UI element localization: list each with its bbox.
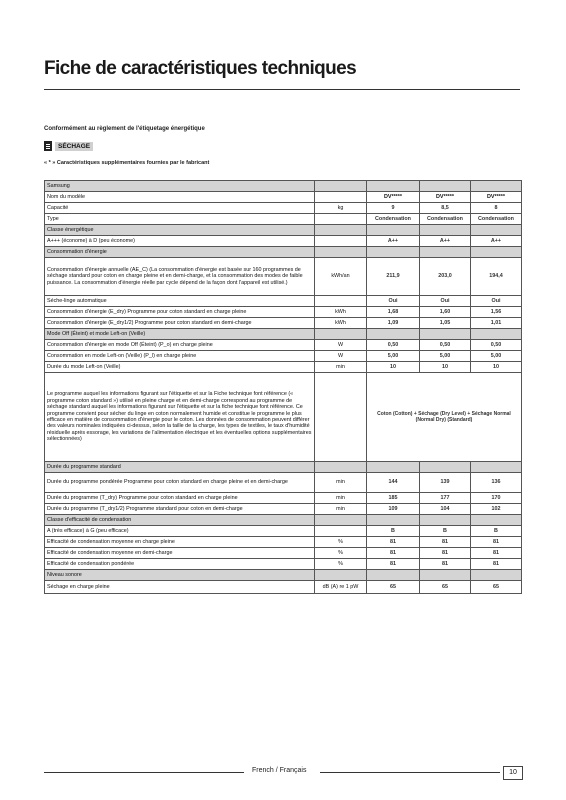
row-label: Consommation d'énergie — [45, 247, 315, 258]
row-value: B — [420, 526, 471, 537]
spec-table — [44, 180, 522, 594]
row-value — [471, 181, 522, 192]
row-value — [367, 181, 420, 192]
row-value: Condensation — [420, 214, 471, 225]
row-value: 0,50 — [420, 340, 471, 351]
row-value: DV***** — [471, 192, 522, 203]
row-value: 81 — [420, 559, 471, 570]
table-row — [45, 340, 522, 351]
row-value — [420, 247, 471, 258]
row-label: Classe énergétique — [45, 225, 315, 236]
table-row — [45, 318, 522, 329]
row-value: 8,5 — [420, 203, 471, 214]
row-value: 1,56 — [471, 307, 522, 318]
row-unit: W — [315, 351, 367, 362]
row-value — [471, 462, 522, 473]
row-value: 170 — [471, 493, 522, 504]
row-value: 185 — [367, 493, 420, 504]
table-row — [45, 258, 522, 296]
row-value — [471, 515, 522, 526]
row-label: Consommation d'énergie en mode Off (Éteint) (P_o) en charge pleine — [45, 340, 315, 351]
table-row — [45, 214, 522, 225]
row-value — [367, 329, 420, 340]
row-unit: kg — [315, 203, 367, 214]
document-icon — [44, 141, 52, 151]
row-value — [420, 225, 471, 236]
row-label: Consommation d'énergie (E_dry1/2) Programme pour coton standard en demi-charge — [45, 318, 315, 329]
row-label: Durée du programme (T_dry) Programme pour coton standard en charge pleine — [45, 493, 315, 504]
row-value: 144 — [367, 473, 420, 493]
row-label: A+++ (économe) à D (peu économe) — [45, 236, 315, 247]
table-section-row — [45, 225, 522, 236]
row-label: Type — [45, 214, 315, 225]
row-value: 81 — [471, 559, 522, 570]
row-label: Durée du mode Left-on (Veille) — [45, 362, 315, 373]
table-row — [45, 203, 522, 214]
row-unit: min — [315, 473, 367, 493]
row-unit: min — [315, 362, 367, 373]
row-unit — [315, 192, 367, 203]
row-unit — [315, 236, 367, 247]
row-unit — [315, 373, 367, 462]
row-value: 1,60 — [420, 307, 471, 318]
row-label: Séchage en charge pleine — [45, 581, 315, 594]
row-value: DV***** — [367, 192, 420, 203]
row-label: Capacité — [45, 203, 315, 214]
row-label: Nom du modèle — [45, 192, 315, 203]
section-heading-label: SÉCHAGE — [55, 142, 93, 151]
row-value: 5,00 — [471, 351, 522, 362]
row-unit: min — [315, 493, 367, 504]
row-unit — [315, 296, 367, 307]
table-row — [45, 473, 522, 493]
row-value: Condensation — [367, 214, 420, 225]
page-number: 10 — [503, 766, 523, 780]
row-value: 81 — [367, 548, 420, 559]
row-unit: % — [315, 548, 367, 559]
row-value — [471, 570, 522, 581]
page-title: Fiche de caractéristiques techniques — [44, 58, 357, 79]
title-divider — [44, 89, 520, 90]
row-unit: % — [315, 537, 367, 548]
table-row — [45, 351, 522, 362]
row-label: Efficacité de condensation pondérée — [45, 559, 315, 570]
row-label: Consommation d'énergie annuelle (AE_C) (La consommation d'énergie est basée sur 160 programmes de séchage standard pour coton en charge pleine et en demi-charge, et la consommation des modes de faible puissance. La consommation d'énergie réelle par cycle dépend de la façon dont l'appareil est utilisé.) — [45, 258, 315, 296]
table-section-row — [45, 570, 522, 581]
table-section-row — [45, 515, 522, 526]
table-row — [45, 526, 522, 537]
footer-divider-right — [320, 772, 500, 773]
row-label: Consommation en mode Left-on (Veille) (P_l) en charge pleine — [45, 351, 315, 362]
row-unit: kWh — [315, 318, 367, 329]
row-value: 211,9 — [367, 258, 420, 296]
row-value: A++ — [367, 236, 420, 247]
row-unit — [315, 329, 367, 340]
footer-language: French / Français — [252, 767, 307, 774]
merged-program-cell: Coton (Cotton) + Séchage (Dry Level) + Séchage Normal (Normal Dry) (Standard) — [367, 373, 522, 462]
row-value: 5,00 — [420, 351, 471, 362]
row-value: 10 — [420, 362, 471, 373]
row-value: 65 — [420, 581, 471, 594]
row-label: Durée du programme standard — [45, 462, 315, 473]
row-value: DV***** — [420, 192, 471, 203]
row-unit: dB (A) re 1 pW — [315, 581, 367, 594]
row-label: Niveau sonore — [45, 570, 315, 581]
table-section-row — [45, 247, 522, 258]
row-value: A++ — [471, 236, 522, 247]
row-value: B — [471, 526, 522, 537]
row-unit: % — [315, 559, 367, 570]
table-row — [45, 581, 522, 594]
row-label: Classe d'efficacité de condensation — [45, 515, 315, 526]
row-value: B — [367, 526, 420, 537]
row-unit: kWh/an — [315, 258, 367, 296]
row-value — [420, 570, 471, 581]
row-value: 81 — [420, 548, 471, 559]
row-value — [367, 247, 420, 258]
row-label: Efficacité de condensation moyenne en charge pleine — [45, 537, 315, 548]
row-value: 102 — [471, 504, 522, 515]
row-unit — [315, 181, 367, 192]
row-value: 5,00 — [367, 351, 420, 362]
row-label: Le programme auquel les informations figurant sur l'étiquette et sur la Fiche technique font référence (« programme coton standard ») utilisé en pleine charge et en demi-charge correspond au programme de séchage standard auquel les informations figurant sur l'étiquette et sur la fiche technique font référence. Ce programme convient pour sécher du linge en coton normalement humide et constitue le programme le plus efficace en matière de consommation d'énergie pour le coton. Les données de consommation peuvent différer des valeurs nominales indiquées ci-dessus, selon la taille de la charge, les types de textiles, le taux d'humidité résiduelle après essorage, les variations de l'alimentation électrique et les éventuelles options supplémentaires sélectionnées) — [45, 373, 315, 462]
row-value — [471, 329, 522, 340]
row-label: Durée du programme (T_dry1/2) Programme standard pour coton en demi-charge — [45, 504, 315, 515]
table-row — [45, 192, 522, 203]
row-value — [420, 181, 471, 192]
row-value: 203,0 — [420, 258, 471, 296]
row-unit: min — [315, 504, 367, 515]
row-value — [420, 462, 471, 473]
note-text: « * » Caractéristiques supplémentaires fournies par le fabricant — [44, 160, 210, 166]
table-row — [45, 307, 522, 318]
row-value: Condensation — [471, 214, 522, 225]
row-unit: W — [315, 340, 367, 351]
table-row — [45, 537, 522, 548]
row-value: 1,05 — [420, 318, 471, 329]
row-value: 81 — [471, 537, 522, 548]
table-row — [45, 236, 522, 247]
row-value: 1,01 — [471, 318, 522, 329]
row-value: 1,68 — [367, 307, 420, 318]
row-value: 65 — [471, 581, 522, 594]
section-heading — [44, 141, 93, 151]
table-row — [45, 559, 522, 570]
row-unit — [315, 515, 367, 526]
table-row — [45, 548, 522, 559]
row-value — [420, 329, 471, 340]
table-row — [45, 296, 522, 307]
table-row — [45, 493, 522, 504]
row-value: 8 — [471, 203, 522, 214]
row-value: 0,50 — [471, 340, 522, 351]
row-unit — [315, 526, 367, 537]
row-value: 81 — [367, 537, 420, 548]
row-value — [367, 225, 420, 236]
footer-divider-left — [44, 772, 244, 773]
row-label: A (très efficace) à G (peu efficace) — [45, 526, 315, 537]
row-label: Durée du programme pondérée Programme pour coton standard en charge pleine et en demi-charge — [45, 473, 315, 493]
row-label: Samsung — [45, 181, 315, 192]
row-value: 194,4 — [471, 258, 522, 296]
table-row — [45, 504, 522, 515]
row-value — [420, 515, 471, 526]
row-unit — [315, 214, 367, 225]
row-unit: kWh — [315, 307, 367, 318]
row-value: 10 — [471, 362, 522, 373]
row-value: Oui — [367, 296, 420, 307]
table-section-row — [45, 329, 522, 340]
row-label: Mode Off (Éteint) et mode Left-on (Veille) — [45, 329, 315, 340]
row-unit — [315, 462, 367, 473]
table-section-row — [45, 462, 522, 473]
row-value: 0,50 — [367, 340, 420, 351]
table-row — [45, 362, 522, 373]
row-value — [471, 225, 522, 236]
row-label: Séche-linge automatique — [45, 296, 315, 307]
row-unit — [315, 225, 367, 236]
row-value: 10 — [367, 362, 420, 373]
row-label: Consommation d'énergie (E_dry) Programme pour coton standard en charge pleine — [45, 307, 315, 318]
row-value — [367, 570, 420, 581]
row-label: Efficacité de condensation moyenne en demi-charge — [45, 548, 315, 559]
row-value: 9 — [367, 203, 420, 214]
row-value: 81 — [471, 548, 522, 559]
row-value: 136 — [471, 473, 522, 493]
row-unit — [315, 570, 367, 581]
row-value: 81 — [367, 559, 420, 570]
row-value: 104 — [420, 504, 471, 515]
table-row — [45, 373, 522, 462]
row-value — [367, 462, 420, 473]
row-value: 177 — [420, 493, 471, 504]
row-value: 65 — [367, 581, 420, 594]
row-value: 139 — [420, 473, 471, 493]
row-value — [367, 515, 420, 526]
row-value: Oui — [420, 296, 471, 307]
table-section-row — [45, 181, 522, 192]
row-value: A++ — [420, 236, 471, 247]
row-value — [471, 247, 522, 258]
intro-text: Conformément au règlement de l'étiquetage énergétique — [44, 126, 205, 132]
row-value: 81 — [420, 537, 471, 548]
row-value: 109 — [367, 504, 420, 515]
row-unit — [315, 247, 367, 258]
row-value: 1,09 — [367, 318, 420, 329]
row-value: Oui — [471, 296, 522, 307]
